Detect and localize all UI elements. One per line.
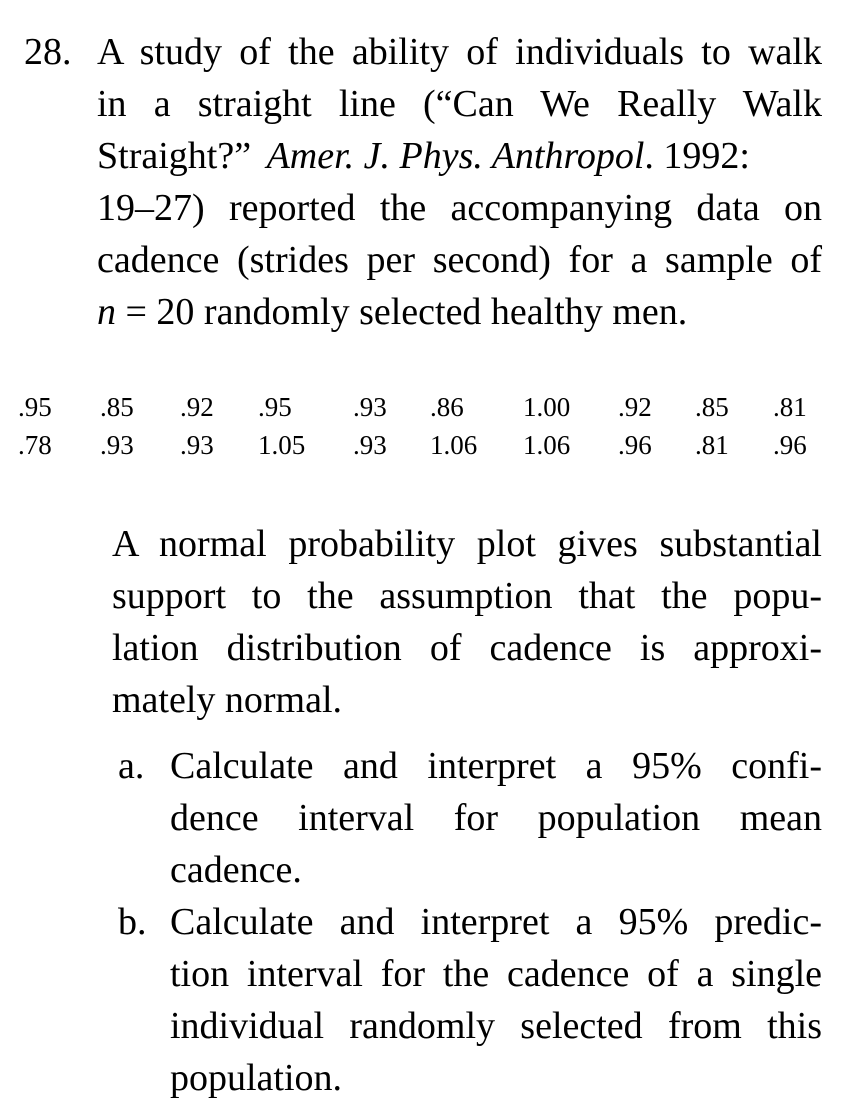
intro-line-6 (97, 286, 687, 338)
normality-line-2: support to the assumption that the popu- (112, 575, 822, 617)
data-cell: .96 (773, 430, 807, 460)
part-b-line-1: Calculate and interpret a 95% predic- (170, 901, 822, 943)
journal-year: . 1992: (644, 135, 750, 177)
data-cell: .85 (695, 392, 729, 422)
cadence-data-table (18, 392, 818, 468)
data-cell: .86 (430, 392, 464, 422)
data-cell: .81 (773, 392, 807, 422)
data-cell: 1.05 (258, 430, 306, 460)
data-cell: .92 (618, 392, 652, 422)
intro-line-2: in a straight line (“Can We Really Walk (97, 83, 822, 125)
normality-line-1: A normal probability plot gives substantial (112, 523, 822, 565)
data-cell: .93 (180, 430, 214, 460)
sample-size-symbol: n (97, 291, 116, 333)
data-cell: .93 (353, 392, 387, 422)
journal-name: Amer. J. Phys. Anthropol (266, 135, 645, 177)
part-b-label: b. (118, 901, 147, 943)
part-b-line-3: individual randomly selected from this (170, 1005, 822, 1047)
part-b-line-2: tion interval for the cadence of a single (170, 953, 822, 995)
intro-line-1: A study of the ability of individuals to walk (97, 31, 822, 73)
data-cell: .95 (18, 392, 52, 422)
data-cell: .78 (18, 430, 52, 460)
data-cell: .96 (618, 430, 652, 460)
data-cell: 1.06 (430, 430, 478, 460)
sample-size-text: = 20 randomly selected healthy men. (116, 291, 688, 333)
citation-title: Straight?” (97, 135, 252, 177)
data-cell: .93 (353, 430, 387, 460)
data-cell: .93 (100, 430, 134, 460)
intro-line-5: cadence (strides per second) for a sample of (97, 239, 822, 281)
part-a-line-1: Calculate and interpret a 95% confi- (170, 745, 822, 787)
normality-line-3: lation distribution of cadence is approxi- (112, 627, 822, 669)
data-cell: .85 (100, 392, 134, 422)
problem-number: 28. (24, 31, 72, 73)
data-cell: 1.06 (523, 430, 571, 460)
normality-line-4: mately normal. (112, 679, 343, 721)
part-a-line-3: cadence. (170, 849, 302, 891)
data-cell: .81 (695, 430, 729, 460)
data-cell: 1.00 (523, 392, 571, 422)
data-cell: .92 (180, 392, 214, 422)
data-cell: .95 (258, 392, 292, 422)
part-a-line-2: dence interval for population mean (170, 797, 822, 839)
data-row-2 (18, 430, 818, 468)
data-row-1 (18, 392, 818, 430)
part-a-label: a. (118, 745, 145, 787)
intro-line-4: 19–27) reported the accompanying data on (97, 187, 822, 229)
part-b-line-4: population. (170, 1057, 343, 1099)
intro-line-3 (97, 130, 822, 182)
